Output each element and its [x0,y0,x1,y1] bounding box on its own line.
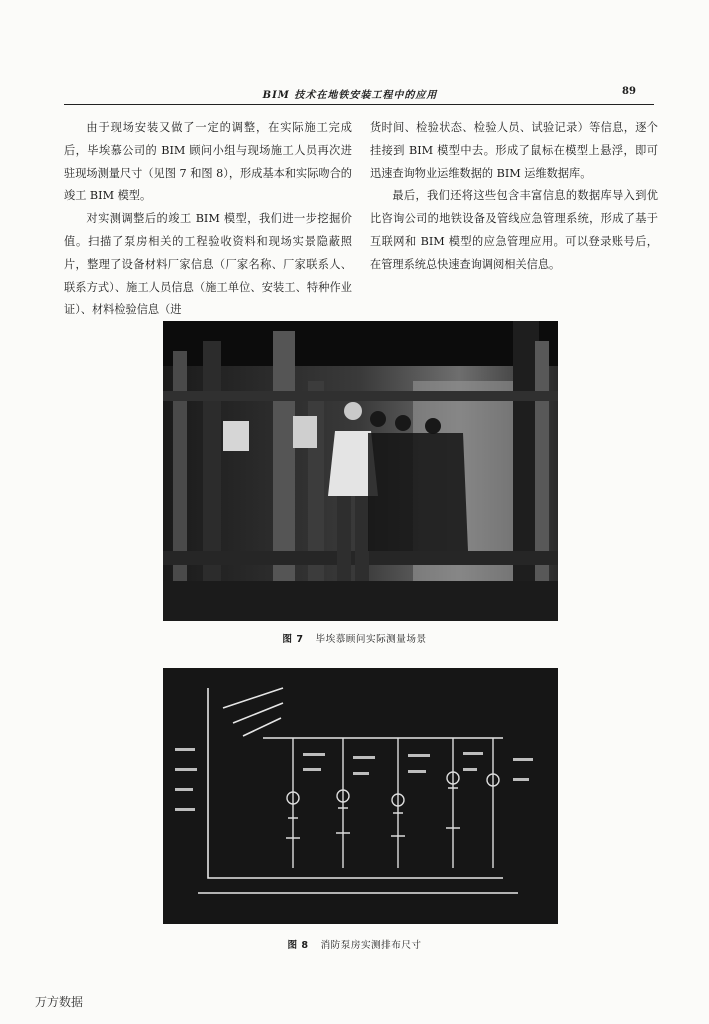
figure-7-caption-text: 毕埃慕顾问实际测量场景 [315,634,427,645]
paragraph-survey: 由于现场安装又做了一定的调整，在实际施工完成后，毕埃慕公司的 BIM 顾问小组与现场施工人员再次进驻现场测量尺寸（见图 7 和图 8），形成基本和实际吻合的竣工 BIM 模型。 [64,121,352,203]
figure-7-photo [163,321,558,621]
paragraph-emergency-system: 最后，我们还将这些包含丰富信息的数据库导入到优比咨询公司的地铁设备及管线应急管理系统，形成了基于互联网和 BIM 模型的应急管理应用。可以登录账号后，在管理系统总快速查询调阅相关信息。 [370,189,658,271]
paragraph-value-mining: 对实测调整后的竣工 BIM 模型，我们进一步挖掘价值。扫描了泵房相关的工程验收资料和现场实景隐蔽照片，整理了设备材料厂家信息（厂家名称、厂家联系人、联系方式）、施工人员信息（施工单位、安装工、特种作业证）、材料检验信息（进 [64,212,352,317]
running-header-title: BIM 技术在地铁安装工程中的应用 [262,90,438,101]
figure-7-number: 图 7 [282,634,304,645]
header-rule [64,104,654,105]
paragraph-database: 货时间、检验状态、检验人员、试验记录）等信息，逐个挂接到 BIM 模型中去。形成了鼠标在模型上悬浮，即可迅速查询物业运维数据的 BIM 运维数据库。 [370,121,658,180]
figure-8-number: 图 8 [287,940,309,951]
right-text-column [370,117,658,277]
footer-source-watermark: 万方数据 [35,995,84,1009]
figure-8-caption [0,937,709,951]
figure-8-photo [163,668,558,924]
figure-7-caption [0,631,709,645]
page-number: 89 [622,86,636,97]
figure-8-caption-text: 消防泵房实测排布尺寸 [320,940,422,951]
left-text-column [64,117,352,322]
